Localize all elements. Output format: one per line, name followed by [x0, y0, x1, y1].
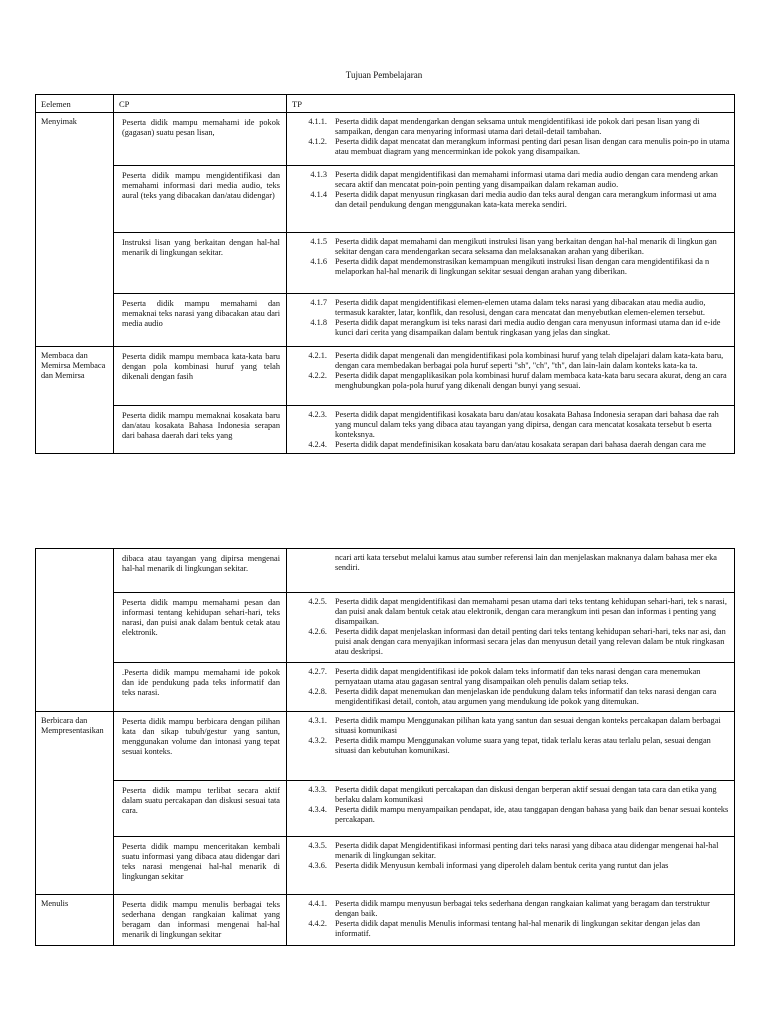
- tp-item: [293, 137, 730, 157]
- cp-cell: Peserta didik mampu memahami pesan dan informasi tentang kehidupan sehari-hari, teks narasi, dan puisi anak dalam bentuk cetak atau elektronik.: [114, 593, 287, 663]
- tp-number: 4.2.1.: [308, 351, 327, 361]
- tp-item: [293, 899, 730, 919]
- tp-text: Peserta didik dapat merangkum isi teks narasi dari media audio dengan cara menyusun informasi utama dan id e-ide kunci dari cerita yang disampaikan dalam bentuk ringkasan yang jelas dan singkat.: [335, 318, 721, 338]
- tp-cell: [287, 712, 735, 781]
- tp-text: Peserta didik dapat mengidentifikasi elemen-elemen utama dalam teks narasi yang dibacakan atau media audio, termasuk karakter, latar, konflik, dan resolusi, dengan cara mencatat dan menyebutkan elemen-elemen tersebut.: [335, 298, 706, 318]
- tp-item: [293, 716, 730, 736]
- tp-item: [293, 919, 730, 939]
- tp-number: 4.3.5.: [308, 841, 327, 850]
- learning-objectives-table-2: [35, 548, 735, 946]
- tp-number: 4.1.7: [310, 298, 327, 308]
- elemen-cell: [36, 549, 114, 712]
- tp-cell: [287, 294, 735, 347]
- tp-item: [293, 805, 730, 825]
- tp-item: [293, 170, 730, 190]
- tp-cell: [287, 113, 735, 166]
- header-tp: TP: [287, 95, 735, 113]
- elemen-cell: Menyimak: [36, 113, 114, 347]
- elemen-cell: Menulis: [36, 895, 114, 946]
- tp-item: [293, 298, 730, 318]
- cp-cell: Peserta didik mampu memahami ide pokok (gagasan) suatu pesan lisan,: [114, 113, 287, 166]
- learning-objectives-table-1: [35, 94, 735, 454]
- cp-cell: Peserta didik mampu terlibat secara aktif dalam suatu percakapan dan diskusi sesuai tata cara.: [114, 781, 287, 837]
- objective-row: [36, 712, 735, 781]
- objective-row: [36, 837, 735, 895]
- tp-cell: [287, 781, 735, 837]
- tp-cell: [287, 663, 735, 712]
- cp-cell: Instruksi lisan yang berkaitan dengan hal-hal menarik di lingkungan sekitar.: [114, 233, 287, 294]
- cp-cell: Peserta didik mampu menulis berbagai teks sederhana dengan rangkaian kalimat yang beragam dan informasi mengenai hal-hal menarik di lingkungan sekitar: [114, 895, 287, 946]
- tp-item: [293, 667, 730, 687]
- elemen-cell: Berbicara dan Mempresentasikan: [36, 712, 114, 895]
- tp-number: 4.1.2.: [308, 137, 327, 147]
- tp-text: Peserta didik mampu menyampaikan pendapat, ide, atau tanggapan dengan bahasa yang baik dan benar sesuai konteks percakapan.: [335, 805, 729, 825]
- tp-number: 4.2.4.: [308, 440, 327, 450]
- tp-text: Peserta didik dapat menyusun ringkasan dari media audio dan teks aural dengan cara merangkum informasi ut ama dan detail pendukung dengan menggunakan kata-kata mereka sendiri.: [335, 190, 717, 210]
- objective-row: [36, 781, 735, 837]
- tp-cell: [287, 233, 735, 294]
- elemen-cell: Membaca dan Memirsa Membaca dan Memirsa: [36, 347, 114, 454]
- objective-row: [36, 593, 735, 663]
- header-elemen: Eelemen: [36, 95, 114, 113]
- tp-item: [293, 440, 730, 450]
- tp-text: Peserta didik dapat mengidentifikasi ide pokok dalam teks informatif dan teks narasi dengan cara menemukan pernyataan utama atau gagasan sentral yang disampaikan oleh penulis dalam setiap teks.: [335, 667, 701, 687]
- tp-text: Peserta didik mampu Menggunakan volume suara yang tepat, tidak terlalu keras atau terlalu pelan, sesuai dengan situasi dan kebutuhan komunikasi.: [335, 736, 711, 756]
- tp-text: Peserta didik mampu Menggunakan pilihan kata yang santun dan sesuai dengan konteks percakapan dalam berbagai situasi komunikasi: [335, 716, 721, 736]
- tp-item: [293, 687, 730, 707]
- tp-number: 4.2.2.: [308, 371, 327, 381]
- page-title: Tujuan Pembelajaran: [345, 70, 423, 80]
- tp-item: [293, 190, 730, 210]
- cp-cell: dibaca atau tayangan yang dipirsa mengenai hal-hal menarik di lingkungan sekitar.: [114, 549, 287, 593]
- cp-cell: .Peserta didik mampu memahami ide pokok dan ide pendukung pada teks informatif dan teks narasi.: [114, 663, 287, 712]
- tp-text: Peserta didik dapat mendemonstrasikan kemampuan mengikuti instruksi lisan dengan cara mengidentifikasi da n melaporkan hal-hal menarik di lingkungan sekitar sesuai dengan arahan yang diberikan.: [335, 257, 710, 277]
- tp-text: Peserta didik Menyusun kembali informasi yang diperoleh dalam bentuk cerita yang runtut dan jelas: [335, 861, 669, 871]
- tp-number: 4.1.3: [310, 170, 327, 180]
- tp-text: Peserta didik dapat menulis Menulis informasi tentang hal-hal menarik di lingkungan sekitar dengan jelas dan informatif.: [335, 919, 700, 939]
- tp-item: [293, 117, 730, 137]
- tp-cell: [287, 166, 735, 233]
- tp-number: 4.3.3.: [308, 785, 327, 794]
- tp-number: 4.4.1.: [308, 899, 327, 908]
- tp-cell: [287, 347, 735, 406]
- cp-cell: Peserta didik mampu memahami dan memaknai teks narasi yang dibacakan atau dari media audio: [114, 294, 287, 347]
- tp-cell: [287, 593, 735, 663]
- tp-item: [293, 841, 730, 861]
- tp-number: 4.1.1.: [308, 117, 327, 127]
- tp-number: 4.3.2.: [308, 736, 327, 746]
- tp-item: [293, 410, 730, 440]
- objective-row: [36, 233, 735, 294]
- tp-number: 4.1.5: [310, 237, 327, 247]
- cp-cell: Peserta didik mampu berbicara dengan pilihan kata dan sikap tubuh/gestur yang santun, menggunakan volume dan intonasi yang tepat sesuai konteks.: [114, 712, 287, 781]
- tp-item: [293, 257, 730, 277]
- tp-text: Peserta didik dapat mencatat dan merangkum informasi penting dari pesan lisan dengan cara menulis poin-po in utama atau membuat diagram yang mencerminkan ide pokok yang disampaikan.: [335, 137, 730, 157]
- objective-row: [36, 347, 735, 406]
- objective-row: [36, 294, 735, 347]
- tp-text: Peserta didik dapat memahami dan mengikuti instruksi lisan yang berkaitan dengan hal-hal menarik di lingkun gan sekitar dengan cara mendengarkan secara seksama dan melaksanakan arahan yang diberikan.: [335, 237, 717, 257]
- tp-cell: [287, 895, 735, 946]
- tp-number: 4.3.1.: [308, 716, 327, 725]
- objective-row: [36, 895, 735, 946]
- tp-number: 4.2.5.: [308, 597, 327, 606]
- objective-row: [36, 166, 735, 233]
- tp-number: 4.1.8: [310, 318, 327, 328]
- tp-item: [293, 318, 730, 338]
- tp-number: [293, 553, 335, 573]
- objective-row: [36, 406, 735, 454]
- tp-text: Peserta didik dapat menemukan dan menjelaskan ide pendukung dalam teks informatif dan teks narasi dengan cara mengidentifikasi detail, contoh, atau argumen yang mendukung ide pokok yang ditemukan.: [335, 687, 717, 707]
- tp-item: [293, 597, 730, 627]
- tp-number: 4.1.6: [310, 257, 327, 267]
- tp-number: 4.3.4.: [308, 805, 327, 815]
- tp-number: 4.2.3.: [308, 410, 327, 420]
- tp-text: Peserta didik dapat mengidentifikasi kosakata baru dan/atau kosakata Bahasa Indonesia serapan dari bahasa dae rah yang muncul dalam teks yang dibaca atau tayangan yang dipirsa, dengan cara mencatat kosakata tersebut b eserta konteksnya.: [335, 410, 719, 440]
- tp-text: Peserta didik dapat mendefinisikan kosakata baru dan/atau kosakata serapan dari bahasa daerah dengan cara me: [335, 440, 706, 450]
- tp-cell: [287, 406, 735, 454]
- cp-cell: Peserta didik mampu mengidentifikasi dan memahami informasi dari media audio, teks aural (teks yang dibacakan dan/atau didengar): [114, 166, 287, 233]
- cp-cell: Peserta didik mampu membaca kata-kata baru dengan pola kombinasi huruf yang telah dikenali dengan fasih: [114, 347, 287, 406]
- tp-text: Peserta didik dapat Mengidentifikasi informasi penting dari teks narasi yang dibaca atau didengar mengenai hal-hal menarik di lingkungan sekitar.: [335, 841, 719, 861]
- tp-number: 4.2.8.: [308, 687, 327, 697]
- cp-cell: Peserta didik mampu memaknai kosakata baru dan/atau kosakata Bahasa Indonesia serapan dari bahasa daerah dari teks yang: [114, 406, 287, 454]
- tp-text: Peserta didik dapat mengikuti percakapan dan diskusi dengan berperan aktif sesuai dengan tata cara dan etika yang berlaku dalam komunikasi: [335, 785, 717, 805]
- tp-text: Peserta didik dapat mengaplikasikan pola kombinasi huruf dalam membaca kata-kata baru secara akurat, deng an cara menghubungkan pola-pola huruf yang dikenali dengan bunyi yang sesuai.: [335, 371, 727, 391]
- objective-row: [36, 113, 735, 166]
- header-cp: CP: [114, 95, 287, 113]
- objective-row: [36, 549, 735, 593]
- tp-text: Peserta didik dapat mengenali dan mengidentifikasi pola kombinasi huruf yang telah dipelajari dalam kata-kata baru, dengan cara membedakan berbagai pola huruf seperti "sh", "ch", "th", dan lain-lain dalam konteks kata-ka ta.: [335, 351, 724, 371]
- tp-number: 4.2.6.: [308, 627, 327, 637]
- tp-number: 4.3.6.: [308, 861, 327, 871]
- tp-number: 4.1.4: [310, 190, 327, 200]
- tp-number: 4.4.2.: [308, 919, 327, 929]
- cp-cell: Peserta didik mampu menceritakan kembali suatu informasi yang dibaca atau didengar dari teks narasi mengenai hal-hal menarik di lingkungan sekitar: [114, 837, 287, 895]
- tp-text: Peserta didik mampu menyusun berbagai teks sederhana dengan rangkaian kalimat yang beragam dan terstruktur dengan baik.: [335, 899, 710, 919]
- tp-item: [293, 237, 730, 257]
- tp-item: [293, 371, 730, 391]
- objective-row: [36, 663, 735, 712]
- tp-item: [293, 785, 730, 805]
- tp-cell: [287, 549, 735, 593]
- header-row: [36, 95, 735, 113]
- tp-item: [293, 553, 730, 573]
- tp-item: [293, 627, 730, 657]
- tp-text: Peserta didik dapat mendengarkan dengan seksama untuk mengidentifikasi ide pokok dari pesan lisan yang di sampaikan, dengan cara menyaring informasi utama dari detail-detail tambahan.: [335, 117, 700, 137]
- tp-item: [293, 351, 730, 371]
- tp-text: ncari arti kata tersebut melalui kamus atau sumber referensi lain dan menjelaskan maknanya dalam bahasa mer eka sendiri.: [335, 553, 717, 573]
- tp-item: [293, 861, 730, 871]
- tp-text: Peserta didik dapat menjelaskan informasi dan detail penting dari teks tentang kehidupan sehari-hari, teks nar asi, dan puisi anak dengan cara menyajikan informasi secara jelas dan menyusun detail yang relevan dalam be ntuk ringkasan atau deskripsi.: [335, 627, 726, 657]
- tp-text: Peserta didik dapat mengidentifikasi dan memahami pesan utama dari teks tentang kehidupan sehari-hari, tek s narasi, dan puisi anak dalam bentuk cetak atau elektronik, dengan cara merangkum inti pesan dan informas i penting yang disampaikan.: [335, 597, 727, 627]
- tp-text: Peserta didik dapat mengidentifikasi dan memahami informasi utama dari media audio dengan cara mendeng arkan secara aktif dan mencatat poin-poin penting yang disampaikan dalam rekaman audio.: [335, 170, 718, 190]
- tp-item: [293, 736, 730, 756]
- tp-cell: [287, 837, 735, 895]
- tp-number: 4.2.7.: [308, 667, 327, 676]
